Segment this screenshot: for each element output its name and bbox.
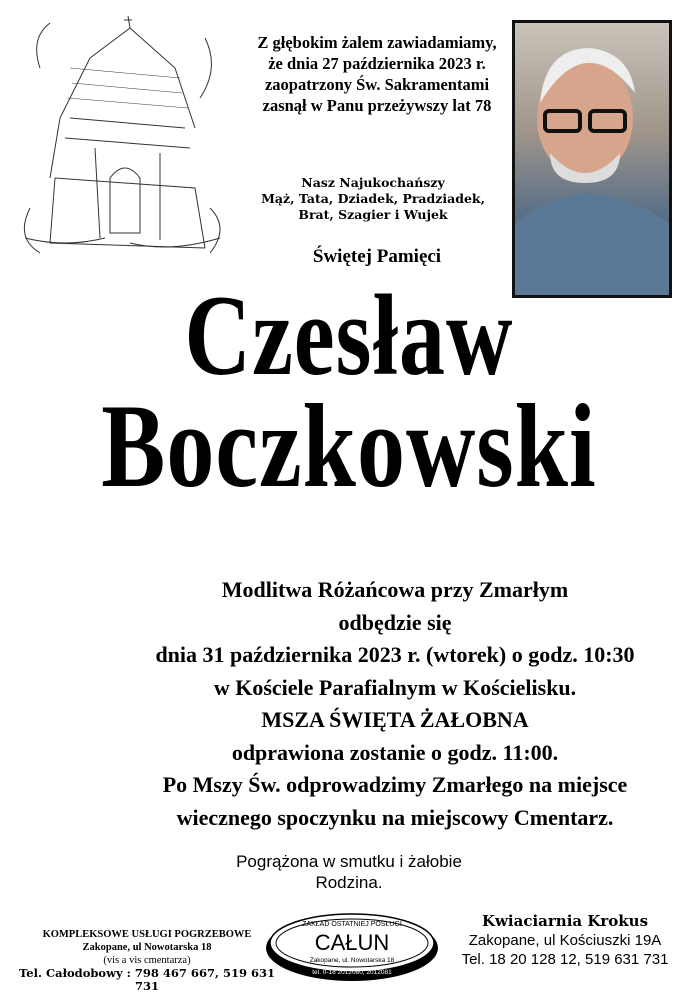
funeral-home-address: Zakopane, ul Nowotarska 18 <box>82 942 212 953</box>
funeral-home-info <box>8 928 286 993</box>
ceremony-line: Modlitwa Różańcowa przy Zmarłym <box>221 577 569 602</box>
ceremony-line: odprawiona zostanie o godz. 11:00. <box>231 739 559 765</box>
logo-top-text: ZAKŁAD OSTATNIEJ POSŁUGI <box>302 921 402 928</box>
intro-line: Z głębokim żalem zawiadamiamy, <box>257 33 497 52</box>
funeral-home-note: (vis a vis cmentarza) <box>103 955 191 966</box>
memory-heading: Świętej Pamięci <box>312 246 442 267</box>
funeral-home-title: KOMPLEKSOWE USŁUGI POGRZEBOWE <box>42 929 252 940</box>
intro-line: zasnął w Panu przeżywszy lat 78 <box>262 96 492 115</box>
family-line: Nasz Najukochańszy <box>301 175 445 190</box>
ceremony-line: w Kościele Parafialnym w Kościelisku. <box>213 674 577 700</box>
portrait-figure <box>515 23 669 295</box>
announcement-text <box>232 32 522 116</box>
logo-phone: tel. 0-18 2012080, 2012081 <box>312 969 392 976</box>
family-line: Mąż, Tata, Dziadek, Pradziadek, <box>261 191 485 206</box>
mourners-line: Rodzina. <box>315 873 383 892</box>
family-line: Brat, Szagier i Wujek <box>298 207 448 222</box>
ceremony-line: Po Mszy Św. odprowadzimy Zmarłego na miejsce <box>162 772 628 797</box>
family-text <box>238 175 508 223</box>
last-name: Boczkowski <box>101 378 597 513</box>
calun-logo <box>263 910 441 982</box>
logo-name: CAŁUN <box>314 930 390 955</box>
logo-address: Zakopane, ul. Nowotarska 18 <box>309 957 395 964</box>
florist-address: Zakopane, ul Kościuszki 19A <box>468 932 662 949</box>
funeral-home-phone: Tel. Całodobowy : 798 467 667, 519 631 731 <box>19 966 275 993</box>
florist-phone: Tel. 18 20 128 12, 519 631 731 <box>461 951 669 968</box>
intro-line: że dnia 27 października 2023 r. <box>268 54 486 73</box>
intro-line: zaopatrzony Św. Sakramentami <box>264 75 490 94</box>
florist-info <box>440 912 690 969</box>
ceremony-line: dnia 31 października 2023 r. (wtorek) o godz. 10:30 <box>155 642 635 667</box>
mourners-line: Pogrążona w smutku i żałobie <box>236 852 462 871</box>
florist-name: Kwiaciarnia Krokus <box>481 912 649 930</box>
portrait-photo <box>512 20 672 298</box>
ceremony-line: odbędzie się <box>338 609 452 635</box>
ceremony-line: wiecznego spoczynku na miejscowy Cmentarz. <box>176 804 614 830</box>
ceremony-line: MSZA ŚWIĘTA ŻAŁOBNA <box>261 707 529 732</box>
ceremony-details <box>0 574 698 834</box>
chapel-illustration <box>10 8 235 263</box>
mourners <box>0 851 698 893</box>
first-name: Czesław <box>184 271 514 399</box>
